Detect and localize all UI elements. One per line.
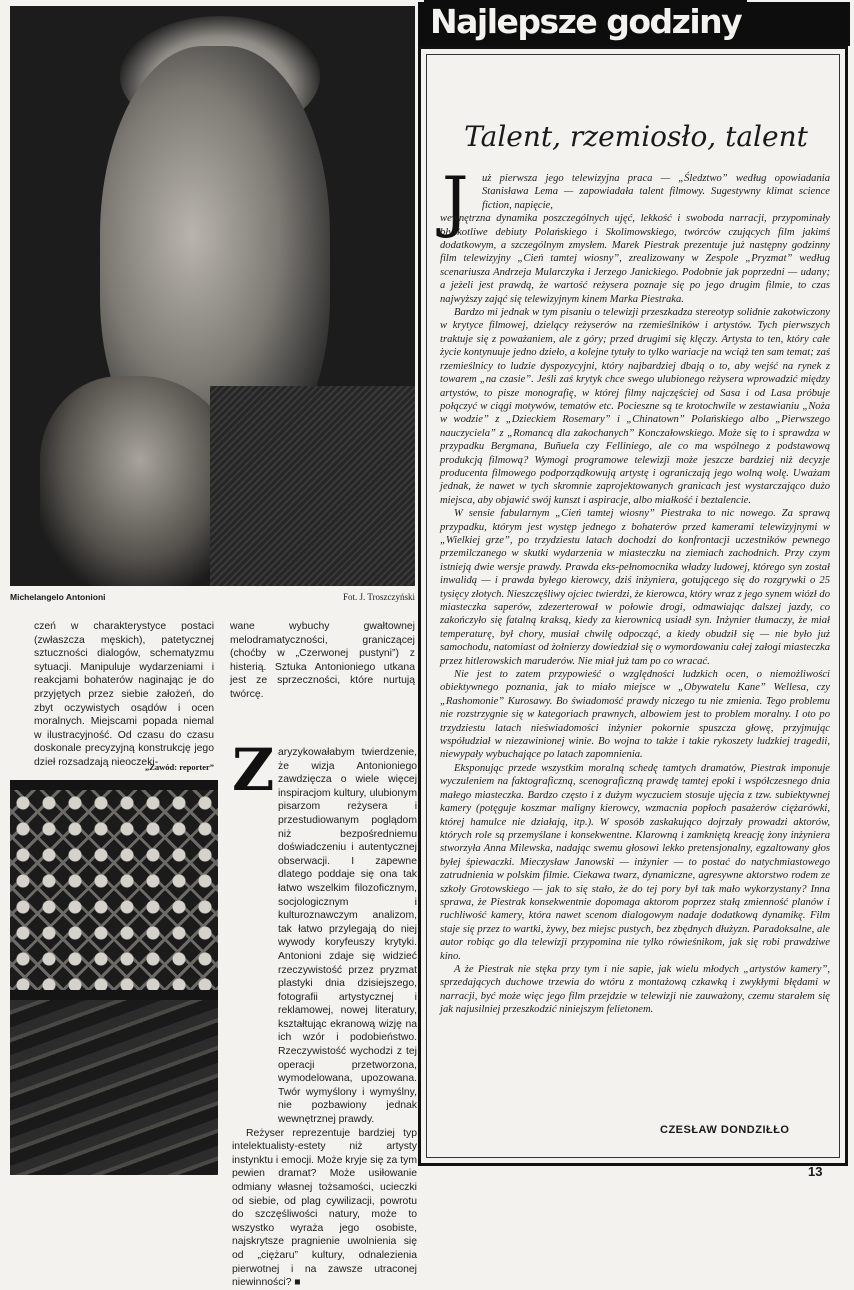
sidebar-subhead: „Zawód: reporter” [144,762,214,772]
article-paragraph: A że Piestrak nie stęka przy tym i nie sapie, jak wielu młodych „artystów kamery”, sprzedających duchowe trzewia do wtóru z montażową czkawką i zwykłymi błędami w narracji, być może więc jego film przejdzie w telewizji nie zauważony, czemu starałem się jak najusilniej przeszkodzić niniejszym felietonem. [440,963,830,1016]
photo-lattice [10,790,218,990]
photo-jacket [210,386,415,586]
article-title: Talent, rzemiosło, talent [464,120,808,153]
sidebar-text-c: aryzykowałabym twierdzenie, że wizja Antonioniego zawdzięcza o wiele więcej inspiracjom kultury, ulubionym pisarzom reżysera i przestudiowanym poglądom niż bezpośredniemu doświadczeniu i autentycznej obserwacji. I zapewne dlatego poddaje się ona tak łatwo wszelkim filozoficznym, socjologicznym i kulturoznawczym analizom, tak łatwo przylegają do niej wywody koryfeuszy krytyki. Antonioni zdaje się widzieć rzeczywistość przez pryzmat plastyki dnia dzisiejszego, fotografii artystycznej i reklamowej, nowej literatury, kształtując ekranową wizję na ich wzór i podobieństwo. Rzeczywistość wychodzi z tej operacji przetworzona, wymodelowana, upozowana. Twór wymyślony i wymyślny, nie pozbawiony jednak wewnętrznej prawdy. [278,747,417,1126]
article-author: CZESŁAW DONDZIŁŁO [660,1124,790,1136]
portrait-photo [10,6,415,586]
section-title: Najlepsze godziny [424,0,747,44]
photo-credit: Fot. J. Troszczyński [342,592,415,602]
article-paragraph: Nie jest to zatem przypowieść o względności ludzkich ocen, o niemożliwości obiektywnego poznania, jak to miało miejsce w „Obywatelu Kane” Wellesa, czy „Rashomonie” Kurosawy. Bo świadomość prawdy niczego tu nie zmienia. Tego problemu nie rozstrzygnie się w kategoriach prawnych, albowiem jest to problem moralny. I oto po trzydziestu latach nieświadomości inżynier pokornie spuszcza głowę, przyjmując współudział w niezawinionej winie. Bo wojna to także i takie rykoszety ludzkiej tragedii, niewypały wybuchające po latach zapomnienia. [440,669,830,761]
article-paragraph: Eksponując przede wszystkim moralną schedę tamtych dramatów, Piestrak imponuje wyczuleniem na faktograficzną, scenograficzną prawdę tamtej epoki i współczesnego dnia małego miasteczka. Bardzo często i z dużym wyczuciem stosuje ujęcia z tzw. subiektywnej kamery (potęguje koszmar maligny kierowcy, wzmacnia popłoch pasażerów ciężarówki, której hamulce nie działają, itp.). W sposób zaskakująco dojrzały prowadzi aktorów, których role są przemyślane i konsekwentne. Klarowną i zamkniętą kreację żony inżyniera stworzyła Anna Milewska, nadając swemu głosowi lekko pretensjonalny, egzaltowany głos byłej śpiewaczki. Mieczysław Janowski — inżynier — to postać do natychmiastowego zatrudnienia w polskim filmie. Ciekawa twarz, dynamiczne, agresywne aktorstwo rodem ze szkoły Grotowskiego — jak to się stało, że do tej pory był tak mało wykorzystany? Inna sprawa, że Piestrak konsekwentnie dopomaga aktorom poprzez stałą zmienność planów i ruchliwość kamery, która nawet scenom dialogowym nadaje dodatkową dynamikę. Film staje się przez to wartki, żywy, bez miejsc pustych, bez zbędnych dłużyzn. Paradoksalne, ale autor robiąc go dla telewizji przypomina nie tylko rówieśnikom, jak się robi prawdziwe kino. [440,762,830,962]
photo-caption: Michelangelo Antonioni [10,592,106,602]
article-dropcap: J [442,163,469,240]
sidebar-column-a [34,620,214,770]
article-paragraph: W sensie fabularnym „Cień tamtej wiosny” Piestraka to nic nowego. Za sprawą przypadku, którym jest występ jednego z bohaterów przed kamerami telewizyjnymi w „Wielkiej grze”, po trzydziestu latach dochodzi do konfrontacji uczestników pewnego przemilczanego w skutki wydarzenia w miasteczku na ziemiach zachodnich. Przy czym istnieją dwie wersje prawdy. Prawda eks-pełnomocnika władzy ludowej, którego syn został inwalidą — i prawda byłego kierowcy, dziś inżyniera, gotującego się do rozgrywki o 25 tysięcy złotych. Nieszczęśliwy ojciec twierdzi, że kierowca, który wraz z jego synem wiózł do miasteczka saperów, zdezerterował w połowie drogi, odmawiając dalszej jazdy, co zakończyło się fatalną kraksą, kiedy za kierownicą usiadł syn. Inżynier tłumaczy, że miał temperaturę, był chory, musiał chwilę odpocząć, a kiedy obudził się — nie było już samochodu, natomiast od żołnierzy dowiedział się o wymordowaniu całej załogi miasteczka przez hitlerowskich maruderów. Nie miał już tam po co wracać. [440,508,830,667]
photo-caption-row [10,592,415,602]
sidebar-text-b: wane wybuchy gwałtownej melodramatyczności, graniczącej (choćby w „Czerwonej pustyni”) z histerią. Sztuka Antonioniego utkana jest ze sprzeczności, które nurtują twórcę. [230,621,415,700]
photo-steps [10,1000,218,1175]
page-number: 13 [808,1164,823,1179]
staircase-photo [10,780,218,1175]
article-lead-rest: wewnętrzna dynamika poszczególnych ujęć, lekkość i swoboda narracji, przypominały błyskotliwe debiuty Polańskiego i Skolimowskiego, twórców czujących film jakimś dodatkowym, a szczególnym zmysłem. Marek Piestrak prezentuje już następny godzinny film telewizyjny „Cień tamtej wiosny”, zrealizowany w Zespole „Pryzmat” według scenariusza Andrzeja Mularczyka i Jerzego Janickiego. Podobnie jak poprzedni — udany; a jeżeli jest prawdą, że wartość reżysera poznaje się po jego drugim filmie, to czas najwyższy zająć się telewizyjnym kinem Marka Piestraka. [440,213,830,305]
sidebar-dropcap: Z [232,736,275,804]
article-body [440,163,830,1017]
sidebar-column-c [232,736,417,1290]
sidebar-column-b [230,620,415,702]
sidebar-text-c2: Reżyser reprezentuje bardziej typ intelektualisty-estety niż artysty instynktu i emocji. Może kryje się za tym pewien dramat? Może usiłowanie odmiany własnej tożsamości, ucieczki od siebie, od plag cywilizacji, powrotu do szczęśliwości natury, może to wszystko wyraża jego osobiste, najskrytsze pragnienie uwolnienia się od „ciężaru” kultury, odnalezienia pierwotnej i na zawsze utraconej niewinności? ■ [232,1127,417,1289]
article-paragraph: Bardzo mi jednak w tym pisaniu o telewizji przeszkadza stereotyp solidnie zakotwiczony w krytyce filmowej, dzielący reżyserów na rzemieślników i artystów. Tych pierwszych traktuje się z poważaniem, ale z góry; przed drugimi się klęczy. Artysta to ten, który całe życie kontynuuje jedno dzieło, a kolejne tytuły to tylko wariacje na wciąż ten sam temat; zaś rzemieślnicy to ludzie dyspozycyjni, który najbardziej dbają o to, aby wejść na rynek z towarem „na czasie”. Jeśli zaś krytyk chce swego ulubionego reżysera wprowadzić między artystów, to pisze monografię, w której filmy najczęściej od Sasa i od Lasa próbuje połączyć w ciągi motywów, tematów etc. Pocieszne są te krotochwile w zestawianiu „Noża w wodzie” z „Dzieckiem Rosemary” i „Chinatown” Polańskiego albo „Pierwszego nauczyciela” z „Romancą dla zakochanych” Konczałowskiego. Może się to i sprawdza w przypadku Bergmana, Buñuela czy Felliniego, ale co ma wspólnego z podstawową produkcją filmową? Wymogi programowe telewizji może jeszcze bardziej niż decyzje producenta filmowego podporządkowują artystę i ograniczają jego wolną wolę. Uważam jednak, że nawet w tych skromnie zaprojektowanych granicach jest wystarczająco dużo miejsca, aby objawić swój kunszt i aspiracje, albo miałkość i beztalencie. [440,307,830,506]
sidebar-text-a: czeń w charakterystyce postaci (zwłaszcza męskich), patetycznej sztuczności dialogów, schematyzmu sytuacji. Manipuluje wydarzeniami i reakcjami bohaterów naginając je do przyjętych przez siebie założeń, do zbyt oczywistych osądów i ocen moralnych. Miejscami popada niemal w ilustracyjność. Od czasu do czasu doskonale precyzyjną konstrukcję jego dzieł rozsadzają nieoczeki- [34,621,214,768]
article-lead: uż pierwsza jego telewizyjna praca — „Śledztwo” według opowiadania Stanisława Lema — zapowiadała talent filmowy. Sugestywny klimat science fiction, napięcie, [482,173,830,211]
